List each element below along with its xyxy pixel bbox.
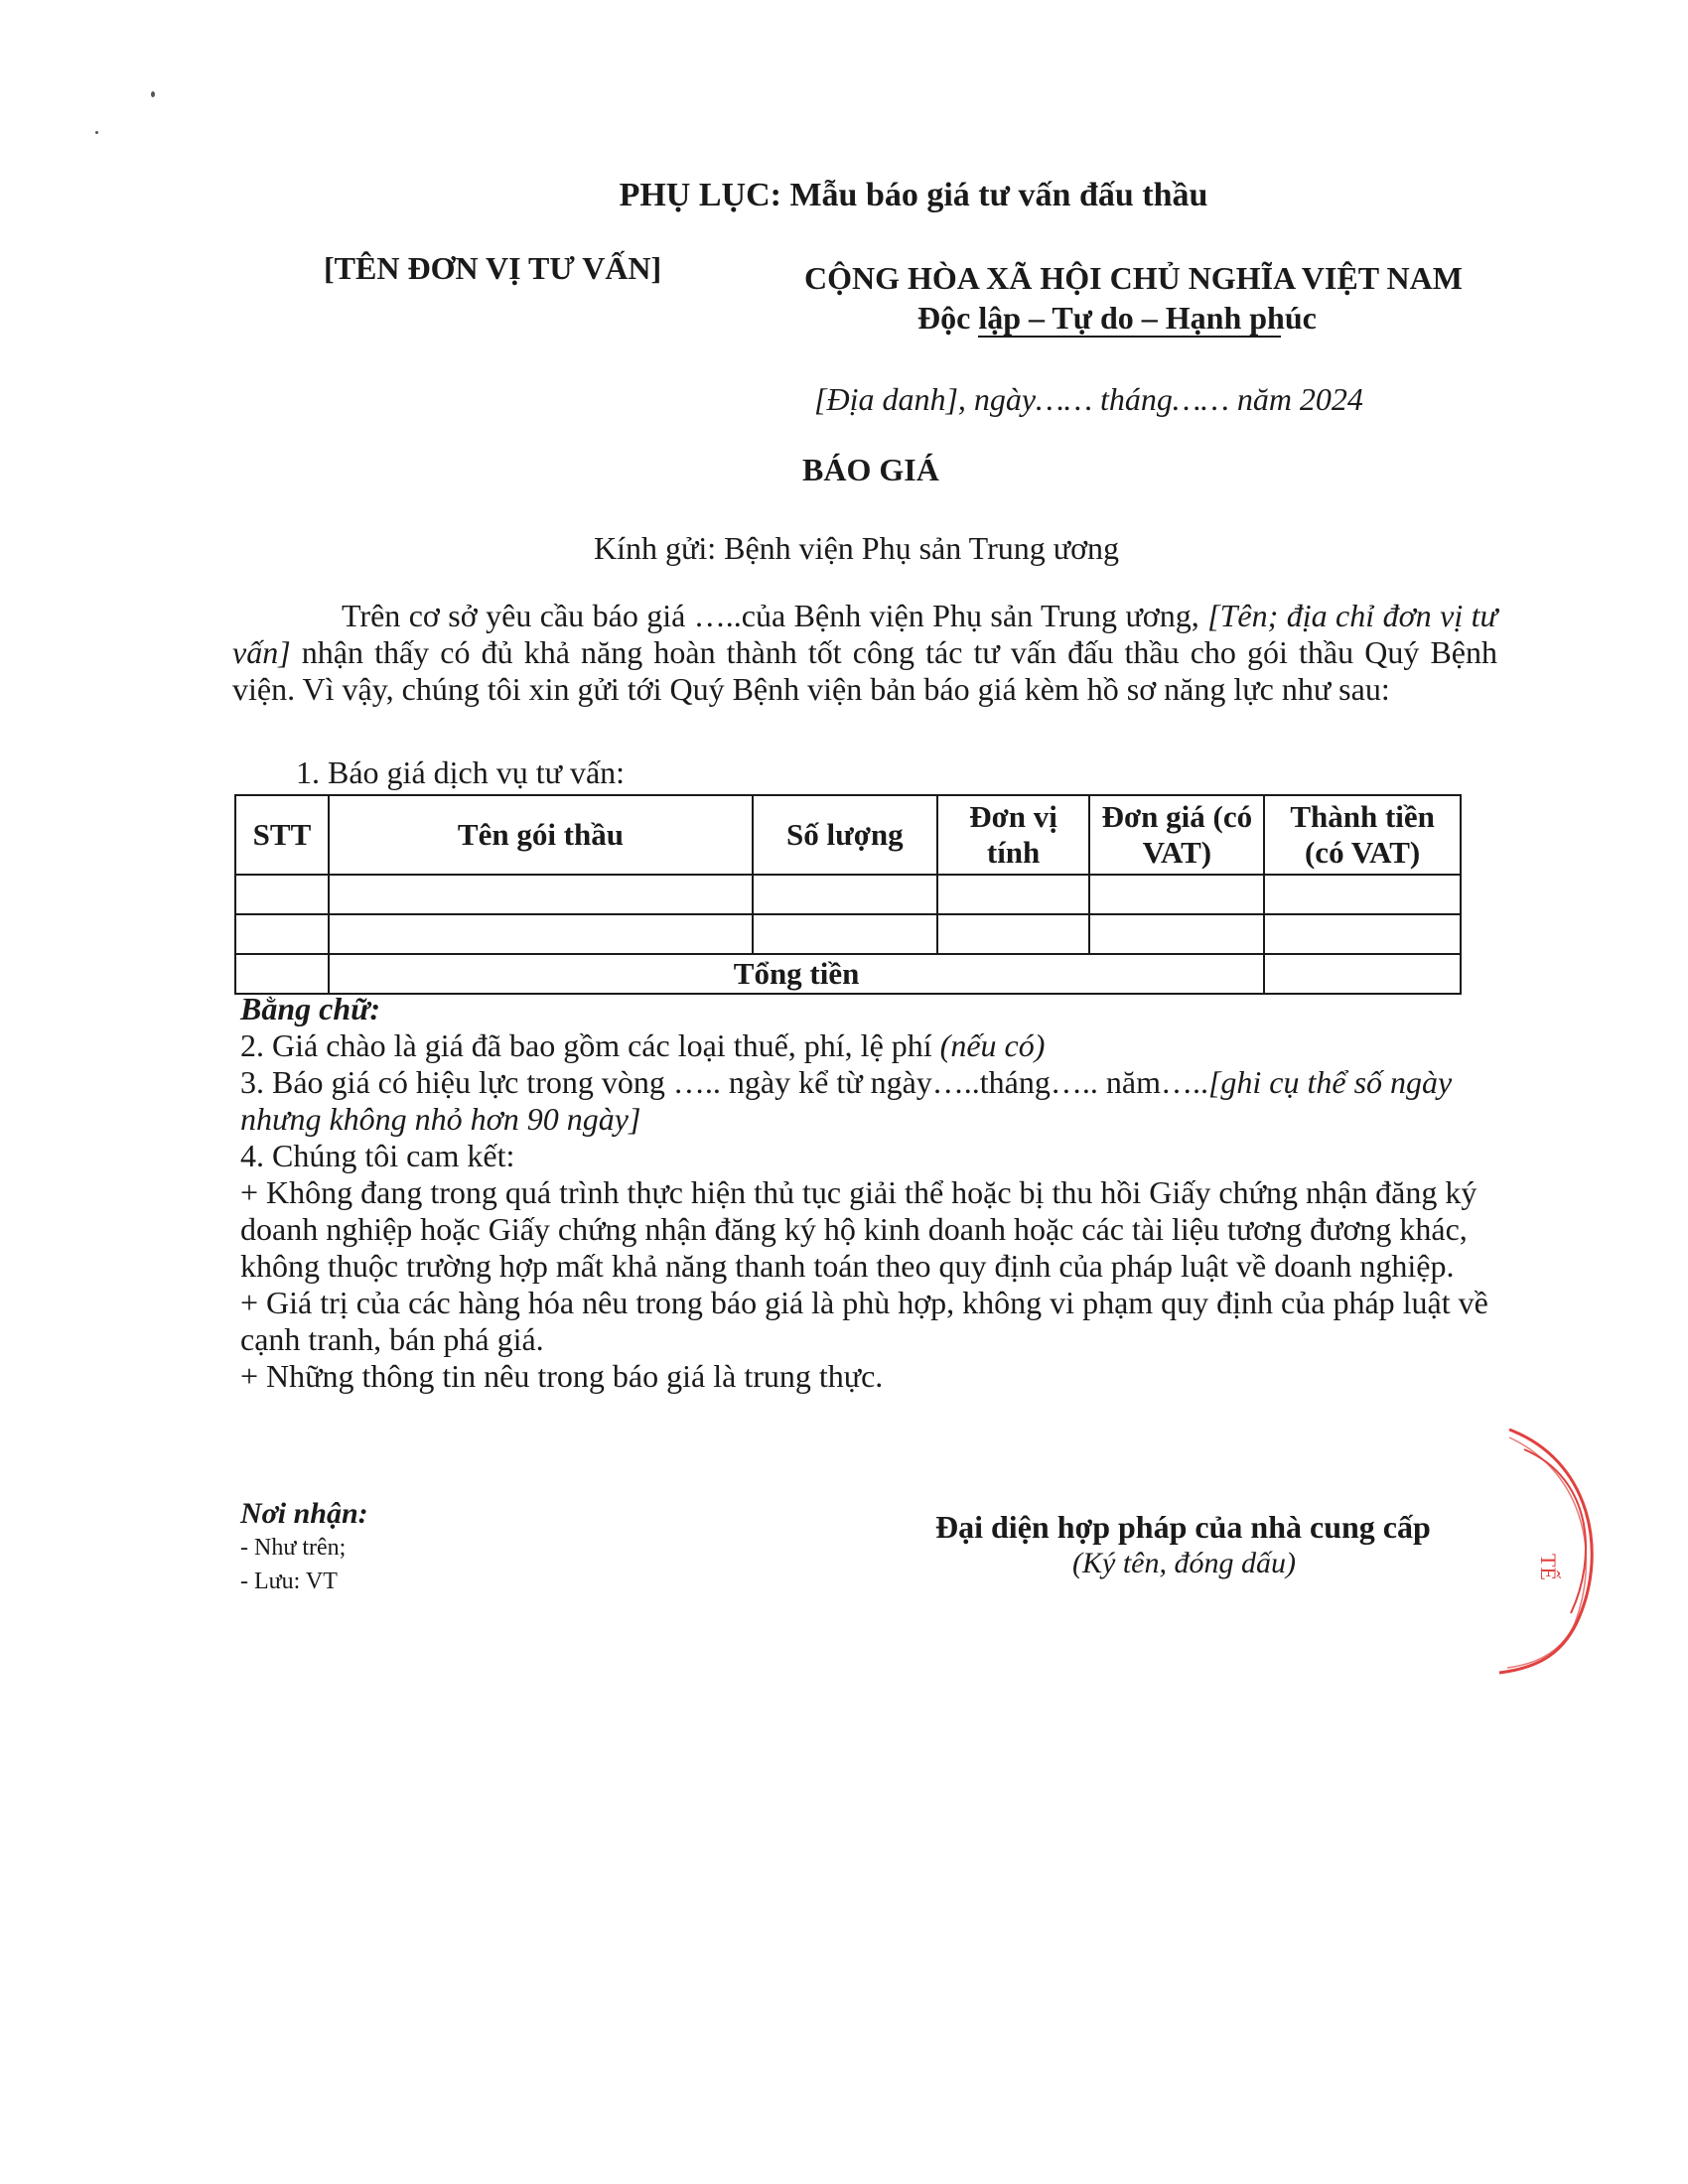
intro-text-2: nhận thấy có đủ khả năng hoàn thành tốt công tác tư vấn đấu thầu cho gói thầu Quý Bệnh viện. Vì vậy, chúng tôi xin gửi tới Quý Bệnh viện bản báo giá kèm hồ sơ năng lực như sau: xyxy=(232,634,1497,707)
table-cell[interactable] xyxy=(1089,914,1264,954)
table-cell[interactable] xyxy=(753,914,937,954)
intro-text-1: Trên cơ sở yêu cầu báo giá …..của Bệnh viện Phụ sản Trung ương, xyxy=(342,598,1208,633)
amount-in-words-label: Bằng chữ: xyxy=(240,991,380,1026)
section-3-note: [ghi cụ thể số ngày nhưng không nhỏ hơn 90 ngày] xyxy=(240,1064,1453,1137)
quote-table xyxy=(234,794,1462,995)
date-line: [Địa danh], ngày…… tháng…… năm 2024 xyxy=(814,381,1363,417)
section-2-text: 2. Giá chào là giá đã bao gồm các loại thuế, phí, lệ phí xyxy=(240,1027,940,1063)
table-row xyxy=(235,875,1461,914)
quote-heading: BÁO GIÁ xyxy=(802,452,939,487)
scan-speck xyxy=(95,131,98,134)
document-title: PHỤ LỤC: Mẫu báo giá tư vấn đấu thầu xyxy=(619,177,1208,213)
table-cell[interactable] xyxy=(235,875,329,914)
intro-placeholder: [Tên; địa chỉ đơn vị tư vấn] xyxy=(232,598,1498,670)
recipients-block xyxy=(240,1497,368,1598)
header-unit: Đơn vị tính xyxy=(937,795,1090,875)
table-cell[interactable] xyxy=(937,914,1090,954)
greeting-line: Kính gửi: Bệnh viện Phụ sản Trung ương xyxy=(594,530,1119,566)
header-quantity: Số lượng xyxy=(753,795,937,875)
table-cell[interactable] xyxy=(1264,875,1461,914)
header-unit-price: Đơn giá (có VAT) xyxy=(1089,795,1264,875)
table-cell[interactable] xyxy=(235,914,329,954)
recipient-line: - Như trên; xyxy=(240,1535,347,1561)
table-cell xyxy=(235,954,329,994)
commitment-3: + Những thông tin nêu trong báo giá là trung thực. xyxy=(240,1358,884,1394)
header-amount: Thành tiền (có VAT) xyxy=(1264,795,1461,875)
table-total-row xyxy=(235,954,1461,994)
section-1-label: 1. Báo giá dịch vụ tư vấn: xyxy=(296,754,626,790)
red-stamp-icon xyxy=(1479,1420,1678,1678)
section-2-note: (nếu có) xyxy=(939,1027,1046,1063)
recipients-title: Nơi nhận: xyxy=(240,1497,368,1530)
commitment-1: + Không đang trong quá trình thực hiện thủ tục giải thể hoặc bị thu hồi Giấy chứng nhận đăng ký doanh nghiệp hoặc Giấy chứng nhận đăng ký hộ kinh doanh hoặc các tài liệu tương đương khác, không thuộc trường hợp mất khả năng thanh toán theo quy định của pháp luật về doanh nghiệp. xyxy=(240,1174,1477,1284)
section-4-label: 4. Chúng tôi cam kết: xyxy=(240,1138,515,1173)
svg-text:TẾ: TẾ xyxy=(1536,1554,1561,1580)
section-2 xyxy=(240,1027,1495,1064)
section-3-text: 3. Báo giá có hiệu lực trong vòng ….. ngày kể từ ngày…..tháng….. năm….. xyxy=(240,1064,1208,1100)
national-motto: Độc lập – Tự do – Hạnh phúc xyxy=(917,300,1317,336)
total-label: Tổng tiền xyxy=(329,954,1264,994)
table-header-row xyxy=(235,795,1461,875)
table-cell[interactable] xyxy=(753,875,937,914)
motto-underline xyxy=(978,336,1281,338)
table-cell[interactable] xyxy=(1264,914,1461,954)
scan-speck xyxy=(151,91,155,97)
total-value-cell[interactable] xyxy=(1264,954,1461,994)
table-cell[interactable] xyxy=(937,875,1090,914)
signature-title: Đại diện hợp pháp của nhà cung cấp xyxy=(935,1509,1431,1545)
table-cell[interactable] xyxy=(329,914,753,954)
section-3 xyxy=(240,1064,1495,1138)
national-header: CỘNG HÒA XÃ HỘI CHỦ NGHĨA VIỆT NAM xyxy=(804,260,1463,296)
quote-body xyxy=(240,991,1495,1395)
header-package-name: Tên gói thầu xyxy=(329,795,753,875)
commitment-2: + Giá trị của các hàng hóa nêu trong báo giá là phù hợp, không vi phạm quy định của pháp luật về cạnh tranh, bán phá giá. xyxy=(240,1285,1488,1357)
recipient-line: - Lưu: VT xyxy=(240,1569,338,1594)
table-cell[interactable] xyxy=(329,875,753,914)
table-cell[interactable] xyxy=(1089,875,1264,914)
table-row xyxy=(235,914,1461,954)
header-stt: STT xyxy=(235,795,329,875)
signature-subtitle: (Ký tên, đóng dấu) xyxy=(1072,1547,1296,1579)
unit-placeholder: [TÊN ĐƠN VỊ TƯ VẤN] xyxy=(324,250,662,286)
intro-paragraph xyxy=(232,598,1497,708)
